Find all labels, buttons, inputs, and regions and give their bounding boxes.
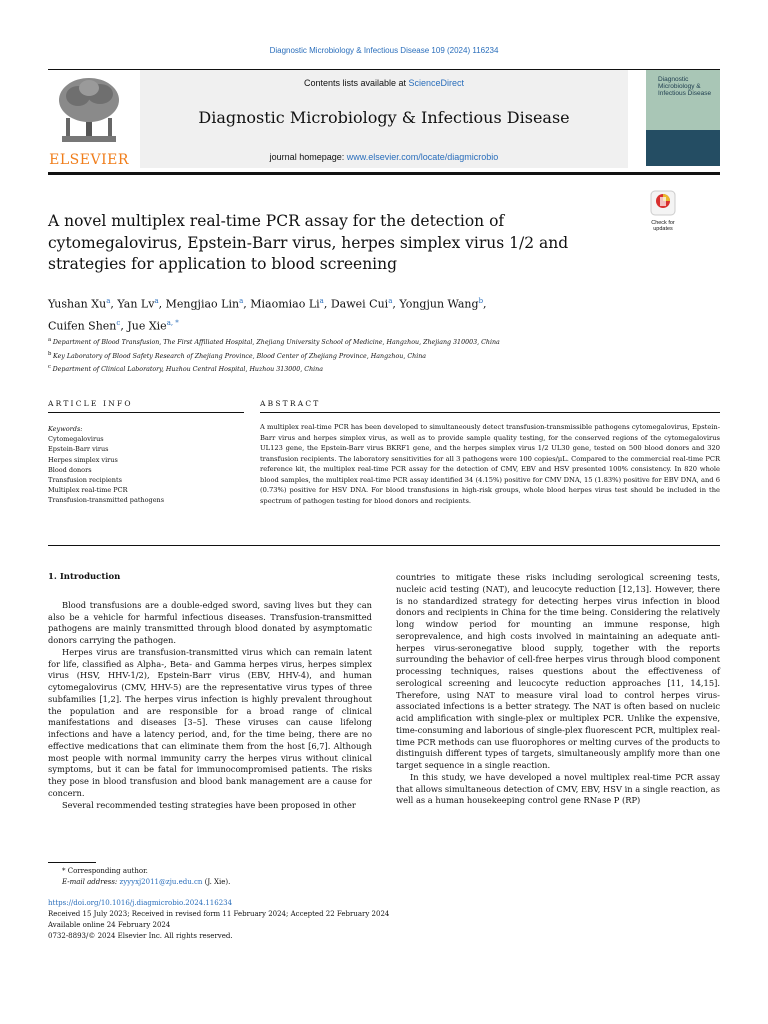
author-separator: , [243,297,251,311]
author-name[interactable]: Mengjiao Lin [165,297,240,311]
affiliation-item [48,362,648,376]
author-separator: , [120,319,128,333]
elsevier-wordmark: ELSEVIER [49,152,129,168]
email-label: E-mail address: [62,878,120,886]
homepage-line [140,152,628,162]
doi-link[interactable]: https://doi.org/10.1016/j.diagmicrobio.2024.116234 [48,899,233,907]
body-column-right [396,572,720,807]
author-affiliation-marker[interactable]: a [154,297,159,305]
abstract-rule [260,412,720,413]
body-paragraph: Several recommended testing strategies have been proposed in other [62,799,356,810]
contents-prefix: Contents lists available at [303,78,409,88]
affiliation-text: Key Laboratory of Blood Safety Research of Zhejiang Province, Blood Center of Zhejiang Province, Hangzhou, China [53,352,427,360]
keywords-label: Keywords: [48,425,83,433]
author-affiliation-marker[interactable]: a [319,297,324,305]
author-name[interactable]: Dawei Cui [330,297,389,311]
keyword-list [48,434,244,505]
affiliation-key: a [48,337,53,343]
author-name[interactable]: Jue Xie [127,319,167,333]
author-affiliation-marker[interactable]: a [106,297,111,305]
left-paragraphs [48,600,372,812]
homepage-prefix: journal homepage: [269,152,347,162]
keywords-block [48,424,244,506]
email-link[interactable]: zyyyxj2011@zju.edu.cn [119,878,203,886]
author-affiliation-marker[interactable]: a, * [166,318,179,327]
author-separator: , [110,297,118,311]
section-heading-introduction: 1. Introduction [48,572,121,582]
abstract-text: A multiplex real-time PCR has been developed to simultaneously detect transfusion-transmissible pathogens cytomegalovirus, Epstein-Barr virus and herpes simplex virus, as well as to provide sample quality testing, for the conserved regions of the cytomegalovirus UL123 gene, the Epstein-Barr virus BKRF1 gene, and the herpes simplex virus 1/2 UL30 gene, tested on 500 blood donors and 320 transfusion recipients. The laboratory sensitivities for all 3 pathogens were 100 copies/μL. Compared to the commercial real-time PCR reference kit, the multiplex real-time PCR assay for the detection of CMV, EBV and HSV presented 100% consistency. In 820 whole blood samples, the multiplex real-time PCR assay identified 34 (4.15%) positive for CMV DNA, 15 (1.83%) positive for EBV DNA, and 6 (0.73%) positive for HSV DNA. For blood transfusions in high-risk groups, whole blood herpes virus test should be included in the spectrum of pathogen testing for blood donors and recipients. [260,423,720,505]
email-note [48,877,548,888]
keyword-item: Blood donors [48,465,92,474]
author-separator: , [392,297,400,311]
abstract-bottom-rule [48,545,720,546]
author-name[interactable]: Yushan Xu [48,297,107,311]
email-suffix: (J. Xie). [202,878,231,886]
received-dates: Received 15 July 2023; Received in revised form 11 February 2024; Accepted 22 February 2024 [48,910,390,918]
crossmark-icon [650,190,676,216]
footnotes [48,866,548,888]
author-affiliation-marker[interactable]: b [478,297,484,305]
body-paragraph: Herpes virus are transfusion-transmitted virus which can remain latent for life, classified as Alpha-, Beta- and Gamma herpes virus, herpes simplex virus (HSV, HHV-1/2), Epstein-Barr virus (EBV, HHV-4), and human cytomegalovirus (CMV, HHV-5) are the representative virus types of three subfamilies [1,2]. The herpes virus infection is highly prevalent throughout the population and are responsible for a broad range of clinical manifestations and diseases [3–5]. These viruses can cause lifelong infections and have a latency period, and, for the time being, there are no effective medications that can eliminate them from the host [6,7]. Although most people with normal immunity carry the herpes virus without clinical symptoms, but it can be fatal for immunocompromised patients. The risks they pose in blood transfusion and blood bank management are a cause for concern. [48,646,372,798]
article-info-label: ARTICLE INFO [48,399,133,408]
body-paragraph: In this study, we have developed a novel multiplex real-time PCR assay that allows simultaneous detection of CMV, EBV, HSV in a single reaction, as well as a human housekeeping control gene RNase P (RP) [396,771,720,806]
author-name[interactable]: Yan Lv [117,297,155,311]
elsevier-tree-icon [54,74,124,146]
corresponding-author-note: * Corresponding author. [62,867,148,875]
journal-banner [140,70,628,168]
body-column-left [48,572,372,811]
affiliation-text: Department of Clinical Laboratory, Huzhou Central Hospital, Huzhou 313000, China [52,366,323,374]
author-affiliation-marker[interactable]: c [116,318,121,327]
keyword-item: Herpes simplex virus [48,455,118,464]
author-affiliation-marker[interactable]: a [239,297,244,305]
author-separator: , [483,297,487,311]
keyword-item: Transfusion-transmitted pathogens [48,496,165,505]
author-name[interactable]: Miaomiao Li [250,297,320,311]
footnote-rule [48,862,96,863]
available-online: Available online 24 February 2024 [48,921,171,929]
publication-info [48,898,648,942]
body-paragraph: countries to mitigate these risks including serological screening tests, nucleic acid testing (NAT), and leucocyte reduction [12,13]. However, there is no standardized strategy for detecting herpes virus infection in blood donors and recipients in China for the time being. Considering the relatively long window period for mounting an immune response, high seroprevalence, and high costs involved in maintaining an adequate anti-herpes virus-seronegative blood supply, together with the reports surrounding the behavior of cell-free herpes virus through blood component processing techniques, raises questions about the effectiveness of serological screening and leucocyte reduction approaches [11, 14,15]. Therefore, using NAT to measure viral load to control herpes virus-associated infections is a better strategy. The NAT is often based on nucleic acid amplification with single-plex or multiplex PCR. Unlike the expensive, time-consuming and laborious of single-plex fluorescent PCR, multiplex real-time PCR methods can use fluorophores or melting curves of the products to distinguish different types of targets, simultaneously amplify more than one target sequence in a single reaction. [396,572,720,770]
cover-bottom-panel [646,130,720,166]
affiliation-item [48,335,648,349]
journal-title: Diagnostic Microbiology & Infectious Disease [198,108,570,127]
sciencedirect-link[interactable]: ScienceDirect [408,78,465,88]
author-separator: , [158,297,166,311]
author-affiliation-marker[interactable]: a [388,297,393,305]
affiliation-item [48,349,648,363]
keyword-item: Transfusion recipients [48,476,122,485]
check-for-updates-badge[interactable] [646,190,680,230]
author-name[interactable]: Yongjun Wang [399,297,479,311]
elsevier-logo [48,74,130,166]
cover-title: Diagnostic Microbiology & Infectious Disease [658,76,712,97]
copyright-line: 0732-8893/© 2024 Elsevier Inc. All rights reserved. [48,932,233,940]
affiliation-list [48,335,648,376]
keyword-item: Multiplex real-time PCR [48,486,128,495]
journal-cover-image [646,70,720,166]
homepage-link[interactable]: www.elsevier.com/locate/diagmicrobio [346,152,499,162]
author-separator: , [323,297,331,311]
body-paragraph: Blood transfusions are a double-edged sword, saving lives but they can also be a vehicle for harmful infectious diseases. Transfusion-transmitted pathogens are mainly transmitted through blood donated by asymptomatic donors carrying the pathogen. [48,599,372,645]
journal-citation-line[interactable]: Diagnostic Microbiology & Infectious Disease 109 (2024) 116234 [269,46,499,55]
keyword-item: Cytomegalovirus [48,435,104,444]
keyword-item: Epstein-Barr virus [48,445,109,454]
affiliation-key: b [48,350,54,357]
affiliation-text: Department of Blood Transfusion, The First Affiliated Hospital, Zhejiang University School of Medicine, Hangzhou, Zhejiang 310003, China [52,339,500,347]
journal-header [48,70,720,173]
author-list [48,292,608,335]
article-info-rule [48,412,244,413]
crossmark-label: Check for updates [651,220,675,232]
author-name[interactable]: Cuifen Shen [48,319,117,333]
right-paragraphs [396,572,720,807]
abstract-label: ABSTRACT [260,399,321,408]
affiliation-key: c [48,364,53,371]
header-bottom-rule [48,172,720,175]
article-title: A novel multiplex real-time PCR assay for the detection of cytomegalovirus, Epstein-Barr virus, herpes simplex virus 1/2 and strategies for application to blood screening [48,212,569,273]
contents-line [140,78,628,88]
